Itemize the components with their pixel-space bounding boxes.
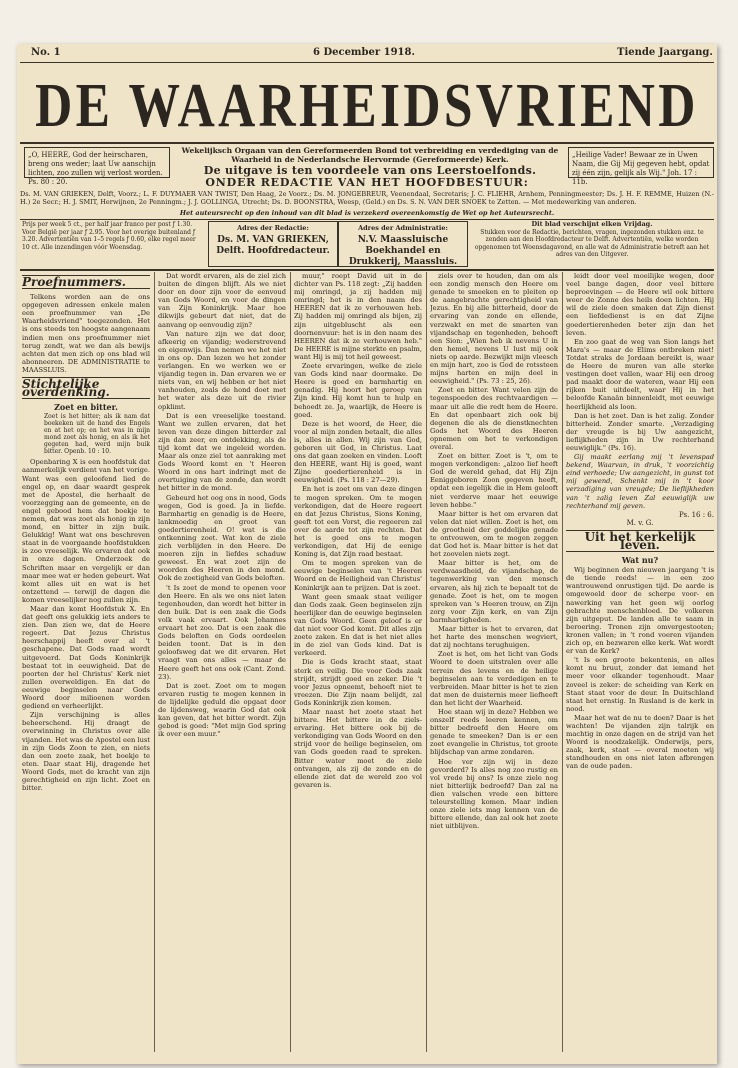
left-quote-text: „O, HEERE, God der heirscharen, breng ons weder; laat Uw aanschijn lichten, zoo zullen wij verlost worden. Ps. 80 : 20. (28, 151, 163, 186)
weekly-text: Stukken voor de Redactie, berichten, vragen, ingezonden stukken enz. te zenden aan den Hoofdredacteur te Delft. Advertentiën, welke worden opgenomen tot Woensdagavond, en alle wat de Administratie betreft aan het adres van den Uitgever. (474, 228, 710, 258)
paragraph: 't Is een groote bekentenis, en alles komt nu bruut, zonder dat iemand het meer voor elkander tegenhoudt. Maar zoveel is zeker: de scheiding van Kerk en Staat staat voor de deur. In Duitschland staat het ernstig. In Rusland is de kerk in nood. (566, 656, 714, 713)
issue-number: No. 1 (31, 47, 61, 58)
dateline (17, 47, 717, 61)
paragraph: Zoete ervaringen, welke de ziele van Gods kind naar doormake. De Heere is goed en barmhartig en genadig. Hij hoort het geroep van Zijn kind. Hij komt hun te hulp en behoedt ze. Ja, waarlijk, de Heere is goed. (294, 362, 422, 419)
paragraph: Zoet en bitter. Zoet is 't, om te mogen verkondigen: „alzoo lief heeft God de wereld gehad, dat Hij Zijn Eeniggeboren Zoon gegeven heeft, opdat een iegelijk die in Hem gelooft niet verderve maar het eeuwige leven hebbe." (430, 452, 558, 509)
right-bible-quote (568, 147, 714, 186)
prices-text: Prijs per week 5 ct., per half jaar franco per post ƒ 1.30. Voor België per jaar ƒ 2.95. Voor het overige buitenland ƒ 3.20. Advertentiën van 1–5 regels ƒ 0.60, elke regel meer 10 ct. Alle inzendingen vóór Woensdag. (22, 221, 196, 251)
paragraph: Deze is het woord, de Heer, die voor al mijn zonden betaalt, die alles is, alles in allen. Wij zijn van God, geboren uit God, in Christus. Laat ons dat gaan zoeken en vinden. Looft den HEERE, want Hij is goed, want Zijne goedertierenheid is in eeuwigheid. (Ps. 118 : 27—29). (294, 419, 422, 485)
psalm-reference: Ps. 16 : 6. (679, 510, 714, 519)
paragraph: Dat wordt ervaren, als de ziel zich buiten de dingen blijft. Als we niet door en door zijn voor de eenvoud van Gods Woord, en voor de dingen van Zijn Koninkrijk. Maar hoe dikwijls gebeurt dat niet, dat de aanvang op eenvoudig zijn? (158, 272, 286, 329)
weekly-label: Dit blad verschijnt elken Vrijdag. (531, 220, 653, 228)
paragraph: Telkens worden aan de ons opgegeven adressen enkele malen een proefnummer van „De Waarheidsvriend" toegezonden. Het is ons steeds ten hoogste aangenaam indien men ons proefnummer niet terug zendt, wat we dan als bewijs achten dat men zich op ons blad wil abonneeren. DE ADMINISTRATIE te MAASSLUIS. (22, 293, 150, 374)
editor-address (208, 221, 338, 267)
paragraph: ziels over te houden, dan om als een zondig mensch den Heere om genade te smeeken en te pleiten op de aangebrachte gerechtigheid van Jezus. En bij alle bitterheid, door de ervaring van zonde en ellende, verzwakt en met de smarten van vijandschap en tegenheden, behoeft een Sion: „Wien heb ik nevens U in den hemel, nevens U lust mij ook niets op aarde. Bezwijkt mijn vleesch en mijn hart, zoo is God de rotssteen mijns harten en mijn deel in eeuwigheid." (Ps. 73 : 25, 26). (430, 272, 558, 386)
author-signature: M. v. G. (626, 518, 654, 527)
section-heading-proefnummers: Proefnummers. (22, 275, 150, 289)
subtitle-block (160, 146, 580, 175)
section-heading-overdenking: Stichtelijke overdenking. (22, 377, 150, 399)
subtitle-line-2: Waarheid in de Nederlandsche Hervormde (Gereformeerde) Kerk. (231, 155, 509, 164)
paragraph: Gebeurd het oog ons in nood, Gods wegen, God is goed. Ja in liefde. Barmhartig en genadig is de Heere, lankmoedig en groot van goedertierenheid. O! wat is die ontkenning zoet. Wat kon de ziele zich verblijden in den Heere. De moeren zijn in liefdes schaduw geweest. En wat zoet zijn de woorden des Heeren in den mond. Ook de zoetigheid van Gods beloften. (158, 493, 286, 583)
paragraph: Maar bitter is het, om de verdwaasdheid, de vijandschap, de tegenwerking van den mensch ervaren, als hij zich te bepaalt tot de genade. Zoet is het, om te mogen spreken van 's Heeren trouw, en Zijn zorg voor Zijn kerk, en van Zijn barmhartigheden. (430, 559, 558, 624)
paragraph: Zoet is het, om het licht van Gods Woord te doen uitstralen over alle terrein des levens en de heilige beginselen aan te verdedigen en te verbreiden. Maar bitter is het te zien dat men de duisternis meer liefheeft dan het licht der Waarheid. (430, 650, 558, 707)
paragraph: leidt door veel moeilijke wegen, door veel bange dagen, door veel bittere beproevingen — de Heere wil ook bittere weer de Zonne des heils doen lichten. Hij wil de ziele doen smaken dat Zijn dienst een liefdedienst is en dat Zijne goedertierenheden beter zijn dan het leven. (566, 272, 714, 337)
editorial-heading: ONDER REDACTIE VAN HET HOOFDBESTUUR: (205, 176, 529, 189)
paragraph: Wij beginnen den nieuwen jaargang 't is de tiende reeds! — in een zoo wantrouwend onrustigen tijd. De aarde is omgewoeld door de scherpe voor- en nawerking van het geen wij oorlog gebrachte menschenbloed. De volkeren zijn uitgeput. De landen alle te saam in beroering. Tronen zijn omvergestooten; kronen vallen; in 't rond voeren vijanden zich op, en bezwaren elke kerk. Wat wordt er van de Kerk? (566, 566, 714, 656)
issue-date: 6 December 1918. (313, 47, 415, 58)
paragraph: Dat is een vreeselijke toestand. Want we zullen ervaren, dat het leven van deze dingen bitterder zal zijn dan zeer, en ontdekking, als de tijd komt dat we ingeleid worden. Maar als onze ziel tot aanraking met Gods Woord komt en 't Heeren Woord in ons hart indringt met de overtuiging van de zonde, dan wordt het bitter in de mond. (158, 411, 286, 493)
paragraph: En zoo gaat de weg van Sion langs het Mara's — maar de Elims ontbreken niet! Totdat straks de Jordaan bereikt is, waar de Heere de muren van alle sterke vestingen doet vallen, waar Hij een droog pad maakt door de wateren, waar Hij een rijken buit uitdeelt, waar Hij in het beloofde Kanaän binnenleidt, met eeuwige heerlijkheid als loon. (566, 337, 714, 411)
masthead-rule (20, 142, 714, 144)
paragraph: Maar dan komt Hoofdstuk X. En dat geeft ons gelukkig iets anders te zien. Dan zien we, dat de Heere regeert. Dat Jezus Christus heerschappij heeft over al 't geschapene. Dat Gods raad wordt uitgevoerd. Dat Gods Koninkrijk bestaat tot in eeuwigheid. Dat de poorten der hel Christus' Kerk niet zullen overweldigen. En dat de eeuwige beginselen naar Gods Woord door milioenen worden gediend en verheerlijkt. (22, 605, 150, 711)
board-members: Ds. M. VAN GRIEKEN, Delft, Voorz.; L. F. DUYMAER VAN TWIST, Den Haag, 2e Voorz.; Ds. M. JONGEBREUR, Veenendaal, Secretaris; J. C. FLIEHR, Arnhem, Penningmeester; Ds. J. H. F. REMME, Huizen (N.-H.) 2e Secr.; H. J. SMIT, Herwijnen, 2e Penningm.; J. J. GOLLINGA, Utrecht; Ds. D. BOONSTRA, Weesp, (Geld.) en Ds. S. N. VAN DER SNOEK te Zetten. — Met medewerking van anderen. (20, 190, 714, 206)
paragraph: Die is Gods kracht staat, staat sterk en veilig. Die voor Gods zaak strijdt, strijdt goed en zeker. Die 't voor Jezus opneemt, behoeft niet te vreezen. Die Zijn naam belijdt, zal Gods Koninkrijk zien komen. (294, 658, 422, 707)
paragraph: Zijn verschijning is alles beheerschend. Hij draagt de overwinning in Christus over alle vijanden. Het was de Apostel een lust in zijn Gods Zoon te zien, en niets dan een zoete zaak, het boekje te eten. Daar staat Hij, dragende het Woord Gods, met de kracht van zijn gerechtigheid en zijn licht. Zoet en bitter. (22, 711, 150, 793)
column-2 (158, 272, 286, 1052)
left-bible-quote (24, 147, 170, 186)
admin-address (338, 221, 468, 267)
admin-address-value: N.V. Maassluische Boekhandel en Drukkerij, Maassluis. (348, 234, 458, 267)
paragraph: 't Is zoet de mond te openen voor den Heere. En als we ons niet laten tegenhouden, dan wordt het bitter in den buik. Dat is een zaak die Gods volk vaak ervaart. Ook Johannes ervaart het zoo. Dat is een zaak die Gods beloften en Gods oordeelen beiden toont. Dat is in den geloofsweg dat we dit ervaren. Het vraagt van ons alles — maar de Heere geeft het ons ook (Cant. Zond. 23). (158, 583, 286, 681)
section-heading-kerkelijk: Uit het kerkelijk leven. (566, 530, 714, 552)
masthead-title: DE WAARHEIDSVRIEND (35, 72, 699, 140)
column-5 (566, 272, 714, 1052)
column-divider (562, 272, 563, 1052)
right-quote-text: „Heilige Vader! Bewaar ze in Uwen Naam, die Gij Mij gegeven hebt, opdat zij één zijn, gelijk als Wij." Joh. 17 : 11b. (572, 151, 710, 186)
paragraph: Openbaring X is een hoofdstuk dat aanmerkelijk verdient van het vorige. Want was een geloofend lied de engel op, en daar waardt gesprek met de Apostel, die herhaalt de voorzegging aan de gemeente, en de engel gebood hem dat boekje te nemen, dat was zoet als honig in zijn mond, en bitter in zijn buik. Gelukkig! Want wat ons beschreven staat in de voorgaande hoofdstukken is zoo vreeselijk. We ervaren dat ook in onze dagen. Onderzoek de Schriften maar en vergelijk er dan maar mee wat er heden gebeurt. Wat komt alles uit en wat is het ontzettend — terwijl de dagen die komen vreeselijker nog zullen zijn. (22, 458, 150, 604)
paragraph: Hoe ver zijn wij in deze gevorderd? Is alles nog zoo rustig en vol vrede bij ons? Is onze ziele nog niet bitterlijk bedroefd? Dan zal na dien valschen vrede een bittere teleurstelling komen. Maar indien onze ziele iets mag kennen van de bittere ellende, dan zal ook het zoete niet uitblijven. (430, 757, 558, 831)
subtitle-line-3: De uitgave is ten voordeele van ons Leerstoelfonds. (203, 164, 537, 177)
paragraph: Maar naast het zoete staat het bittere. Het bittere in de ziels-ervaring. Het bittere ook bij de verkondiging van Gods Woord en den strijd voor de heilige beginselen, om van Gods goeden raad te spreken. Bitter water moet de ziele ontvangen, als zij de zonde en de ellende ziet dat de wereld zoo vol gevaren is. (294, 707, 422, 789)
body-top-rule (20, 269, 714, 271)
copyright-notice: Het auteursrecht op den inhoud van dit blad is verzekerd overeenkomstig de Wet op het Auteursrecht. (179, 209, 555, 217)
paragraph: Maar bitter is het om ervaren dat velen dat niet willen. Zoet is het, om de grootheid der goddelijke genade te ontvouwen, om te mogen zeggen dat God het is. Maar bitter is het dat het zoovelen niets zegt. (430, 509, 558, 559)
paragraph: En het is zoet om van deze dingen te mogen spreken. Om te mogen verkondigen, dat de Heere regeert en dat Jezus Christus, Sions Koning, geeft tot een Vorst, die regeeren zal over de aarde tot zijn rechten. Dat het is goed ons te mogen verkondigen, dat Hij de eenige Koning is, dat Zijn raad bestaat. (294, 485, 422, 559)
paragraph: Zoet en bitter. Want velen zijn de tegenspoeden des rechtvaardigen — maar uit alle die redt hem de Heere. En dat openbaart zich ook bij degenen die als de dienstknechten Gods het Woord des Heeren opnemen om het te verkondigen overal. (430, 386, 558, 451)
admin-address-label: Adres der Administratie: (358, 224, 448, 232)
poem-verse: Gij maakt eerlang mij 't levenspad bekend, Waarvan, in druk, 't voorzichtig eind verhoede; Uw aangezicht, in gunst tot mij gewend, Schenkt mij in 't koor verzadiging van vreugde; De lieflijkheden van 't zalig leven Zal eeuwiglijk uw rechterhand mij geven. (566, 453, 714, 510)
column-divider (290, 272, 291, 1052)
column-divider (154, 272, 155, 1052)
weekly-info (470, 221, 714, 267)
column-4 (430, 272, 558, 1052)
column-1 (22, 272, 150, 1052)
article-subheading: Zoet en bitter. (54, 402, 118, 413)
paragraph: Dat is zoet. Zoet om te mogen ervaren rustig te mogen kennen in de lijdelijke geduld die opgaat door de lijdensweg, waarin God dat ook kan geven, dat het bitter wordt. Zijn gebod is goed: "Met mijn God spring ik over een muur." (158, 681, 286, 739)
paragraph: Hoe staan wij in deze? Hebben we onszelf reeds leeren kennen, om bitter bedroefd den Heere om genade te smeeken? Dan is er een zoet evangelie in Christus, tot groote blijdschap van arme zondaren. (430, 707, 558, 757)
editor-address-value: Ds. M. VAN GRIEKEN, Delft. Hoofdredacteur. (216, 234, 330, 256)
paragraph: Maar het wat de nu te doen? Daar is het wachten! De vijanden zijn talrijk en machtig in onze dagen en de strijd van het Woord is noodzakelijk. Onderwijs, pers, zaak, kerk, staat — overal moeten wij standhouden en ons niet laten afbrengen van de oude paden. (566, 713, 714, 771)
scripture-quote: Zoet is het bitter; als ik nam dat boekeken uit de hand des Engels en at het op; en het was in mijn mond zoet als honig, en als ik het gegeten had, werd mijn buik bitter. Openb. 10 : 10. (44, 413, 150, 456)
paragraph: Maar bitter is het te ervaren, dat het harte des menschen wegviert, dat zij nochtans terughuigen. (430, 625, 558, 650)
column-3 (294, 272, 422, 1052)
paragraph: Om te mogen spreken van de eeuwige beginselen van 't Heeren Woord en de Heiligheid van Christus' Koninkrijk aan te prijzen. Dat is zoet. (294, 559, 422, 592)
subtitle-line-1: Wekelijksch Orgaan van den Gereformeerden Bond tot verbreiding en verdediging van de (181, 146, 559, 155)
top-rule (20, 62, 714, 63)
article-subheading: Wat nu? (621, 555, 659, 566)
paragraph: Want geen smaak staat veiliger dan Gods zaak. Geen beginselen zijn heerlijker dan de eeuwige beginselen van Gods Woord. Geen geloof is er dat niet voor God komt. Dit alles zijn zoete zaken. En dat is het niet alles in de ziel van Gods kind. Dat is verkeerd. (294, 592, 422, 658)
paragraph: Dan is het zoet. Dan is het zalig. Zonder bitterheid. Zonder smarte. „Verzadiging der vreugde is bij Uw aangezicht, lieflijkheden zijn in Uw rechterhand eeuwiglijk." (Ps. 16). (566, 411, 714, 452)
paragraph: muur," roept David uit in de dichter van Ps. 118 zegt: „Zij hadden mij omringd, ja zij hadden mij omringd; het is in den naam des HEEREN dat ik ze verhouwen heb. Zij hadden mij omringd als bijen, zij zijn uitgebluscht als een doornenvuur: het is in den naam des HEEREN dat ik ze verhouwen heb." De HEERE is mijne sterkte en psalm, want Hij is mij tot heil geweest. (294, 272, 422, 361)
subscription-prices (22, 221, 202, 267)
column-divider (426, 272, 427, 1052)
paragraph: Van nature zijn we dat door, afkeerig en vijandig; wederstrevend en eigenwijs. Dan nemen we het niet in ons op. Dan lezen we het zonder verlangen. En we werken we er vijandig tegen in. Dan ervaren we er niets van, en wij hebben er het niet vanhouden, zoals de hond doet met het water als deze uit de rivier opklimt. (158, 329, 286, 411)
volume-label: Tiende Jaargang. (617, 47, 713, 58)
editor-address-label: Adres der Redactie: (237, 224, 309, 232)
